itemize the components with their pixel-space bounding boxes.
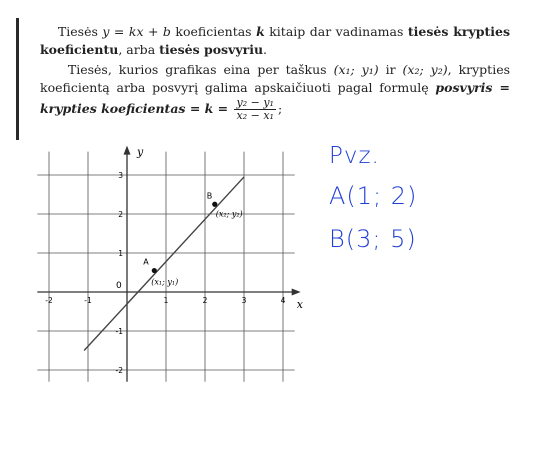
plot-line — [84, 177, 244, 351]
point-b-name: B — [206, 191, 213, 201]
handwritten-example-label: Pvz. — [329, 143, 380, 169]
x-tick-label: 1 — [163, 296, 169, 305]
line-formula: y = kx + b — [102, 24, 171, 39]
p1-start: Tiesės — [57, 24, 103, 39]
y-tick-label: 3 — [118, 171, 123, 180]
tick-labels — [45, 171, 285, 375]
point-b-marker — [212, 202, 217, 207]
handwritten-point-b: B(3; 5) — [329, 225, 417, 253]
y-tick-label: 2 — [118, 210, 123, 219]
p1-mid1: koeficientas — [170, 24, 257, 39]
k-symbol: k — [256, 24, 265, 39]
handwritten-point-a: A(1; 2) — [329, 182, 418, 210]
p2-mid1: ir — [378, 62, 403, 77]
p2-start: Tiesės, kurios grafikas eina per taškus — [67, 62, 334, 77]
x-tick-label: 3 — [241, 296, 247, 305]
y-tick-label: -2 — [115, 366, 123, 375]
p1-mid3: , arba — [118, 42, 160, 57]
term-slope: tiesės posvyriu — [159, 42, 264, 57]
y-axis-arrow-icon — [124, 146, 131, 155]
plot-content — [84, 177, 244, 351]
fraction-denominator: x₂ − x₁ — [236, 109, 274, 122]
origin-label: 0 — [116, 281, 122, 291]
fraction-numerator: y₂ − y₁ — [236, 96, 274, 109]
point-b-coordinates: (x₂; y₂) — [215, 209, 243, 219]
p2-end: ; — [277, 101, 283, 116]
x-tick-label: 4 — [280, 296, 286, 305]
point-one: (x₁; y₁) — [333, 62, 379, 77]
x-axis-arrow-icon — [292, 289, 301, 296]
x-tick-label: 2 — [202, 296, 208, 305]
point-a-coordinates: (x₁; y₁) — [151, 277, 179, 287]
point-a-marker — [152, 268, 157, 273]
axes — [37, 146, 303, 382]
x-tick-label: -2 — [45, 296, 53, 305]
p1-mid2: kitaip dar vadinamas — [264, 24, 408, 39]
point-a-name: A — [143, 257, 149, 267]
p1-end: . — [263, 42, 268, 57]
p2-mid2: , krypties koeficientą arba posvyrį galima apskaičiuoti pagal formulę — [40, 62, 511, 95]
y-axis-label: y — [137, 145, 144, 159]
y-tick-label: 1 — [118, 249, 123, 258]
term-slope-coefficient: tiesės krypties koeficientu — [40, 24, 511, 57]
point-two: (x₂; y₂) — [402, 62, 448, 77]
slope-formula-lhs: posvyris = krypties koeficientas = k = — [40, 80, 510, 116]
x-axis-label: x — [296, 298, 303, 311]
y-tick-label: -1 — [115, 327, 123, 336]
grid-lines — [37, 152, 294, 382]
x-tick-label: -1 — [84, 296, 92, 305]
